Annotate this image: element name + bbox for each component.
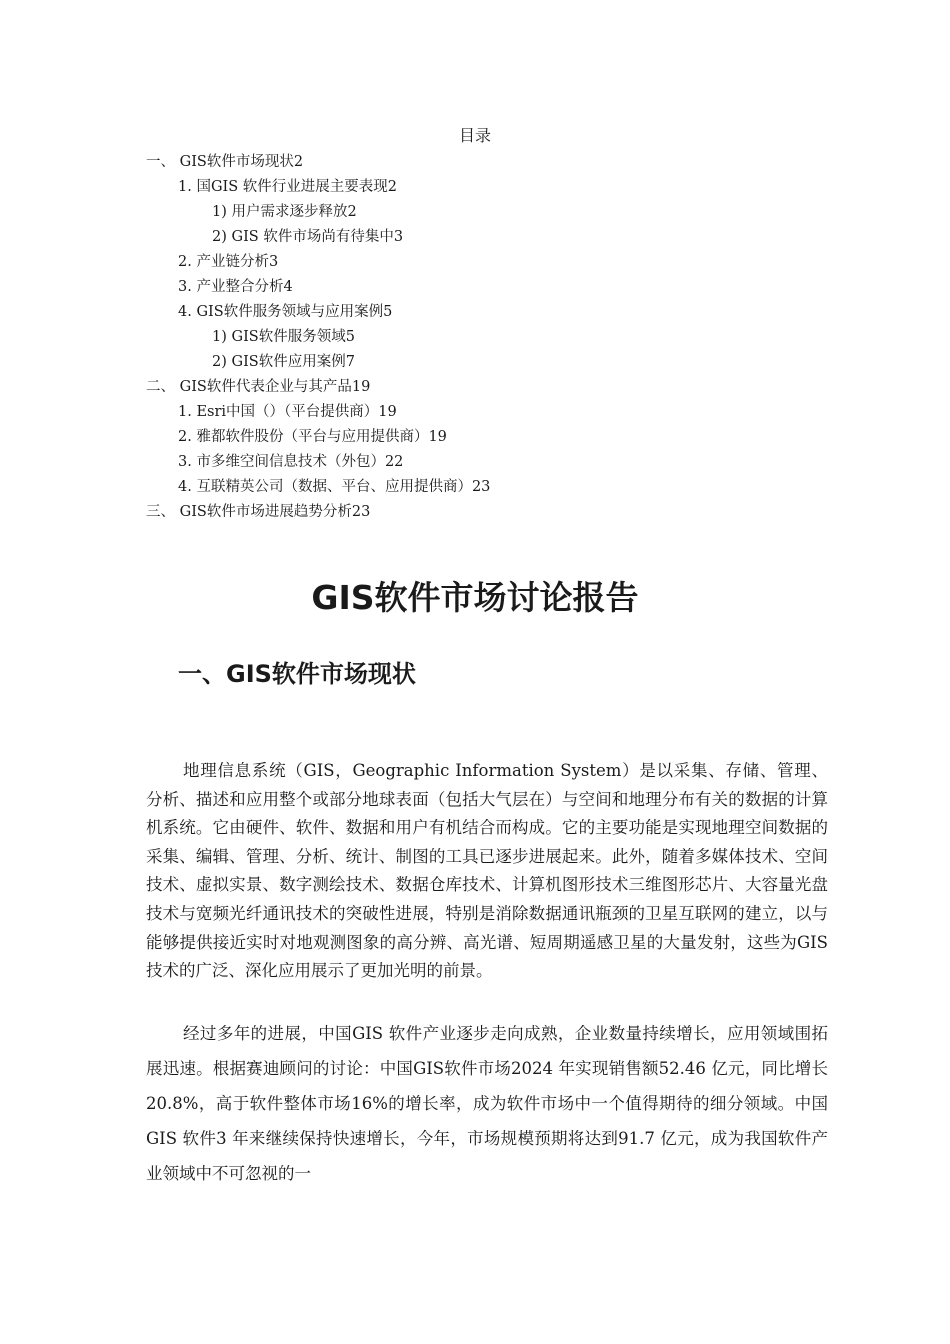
toc-item[interactable]: 4. GIS软件服务领域与应用案例5 — [178, 304, 393, 320]
toc-item[interactable]: 3. 产业整合分析4 — [178, 279, 293, 295]
toc-item[interactable]: 一、 GIS软件市场现状2 — [146, 154, 304, 170]
toc-title: 目录 — [458, 126, 491, 145]
toc-item[interactable]: 3. 市多维空间信息技术（外包）22 — [178, 454, 404, 470]
toc-item[interactable]: 1) GIS软件服务领域5 — [212, 329, 355, 345]
toc-item[interactable]: 1. Esri中国（）（平台提供商）19 — [178, 404, 397, 420]
toc-item[interactable]: 2) GIS 软件市场尚有待集中3 — [212, 229, 404, 245]
toc-item[interactable]: 1) 用户需求逐步释放2 — [212, 204, 357, 220]
toc-item[interactable]: 2. 产业链分析3 — [178, 254, 279, 270]
toc-item[interactable]: 三、 GIS软件市场进展趋势分析23 — [146, 504, 371, 520]
section-heading: 一、GIS软件市场现状 — [178, 660, 416, 688]
toc-item[interactable]: 1. 国GIS 软件行业进展主要表现2 — [178, 179, 398, 195]
body-paragraph: 地理信息系统（GIS，Geographic Information System）是以采集、存储、管理、分析、描述和应用整个或部分地球表面（包括大气层在）与空间和地理分布有关的数据的计算机系统。它由硬件、软件、数据和用户有机结合而构成。它的主要功能是实现地理空间数据的采集、编辑、管理、分析、统计、制图的工具已逐步进展起来。此外，随着多媒体技术、空间技术、虚拟实景、数字测绘技术、数据仓库技术、计算机图形技术三维图形芯片、大容量光盘技术与宽频光纤通讯技术的突破性进展，特别是消除数据通讯瓶颈的卫星互联网的建立，以与能够提供接近实时对地观测图象的高分辨、高光谱、短周期遥感卫星的大量发射，这些为GIS技术的广泛、深化应用展示了更加光明的前景。 — [146, 761, 828, 981]
toc-item[interactable]: 二、 GIS软件代表企业与其产品19 — [146, 379, 371, 395]
toc-item[interactable]: 2) GIS软件应用案例7 — [212, 354, 355, 370]
table-of-contents — [146, 150, 846, 525]
toc-item[interactable]: 4. 互联精英公司（数据、平台、应用提供商）23 — [178, 479, 491, 495]
document-title: GIS软件市场讨论报告 — [311, 578, 639, 617]
body-paragraph: 经过多年的进展，中国GIS 软件产业逐步走向成熟，企业数量持续增长，应用领域围拓展迅速。根据赛迪顾问的讨论：中国GIS软件市场2024 年实现销售额52.46 亿元，同比增长20.8%，高于软件整体市场16%的增长率，成为软件市场中一个值得期待的细分领域。中国GIS 软件3 年来继续保持快速增长，今年，市场规模预期将达到91.7 亿元，成为我国软件产业领域中不可忽视的一 — [146, 1024, 828, 1183]
toc-item[interactable]: 2. 雅都软件股份（平台与应用提供商）19 — [178, 429, 447, 445]
